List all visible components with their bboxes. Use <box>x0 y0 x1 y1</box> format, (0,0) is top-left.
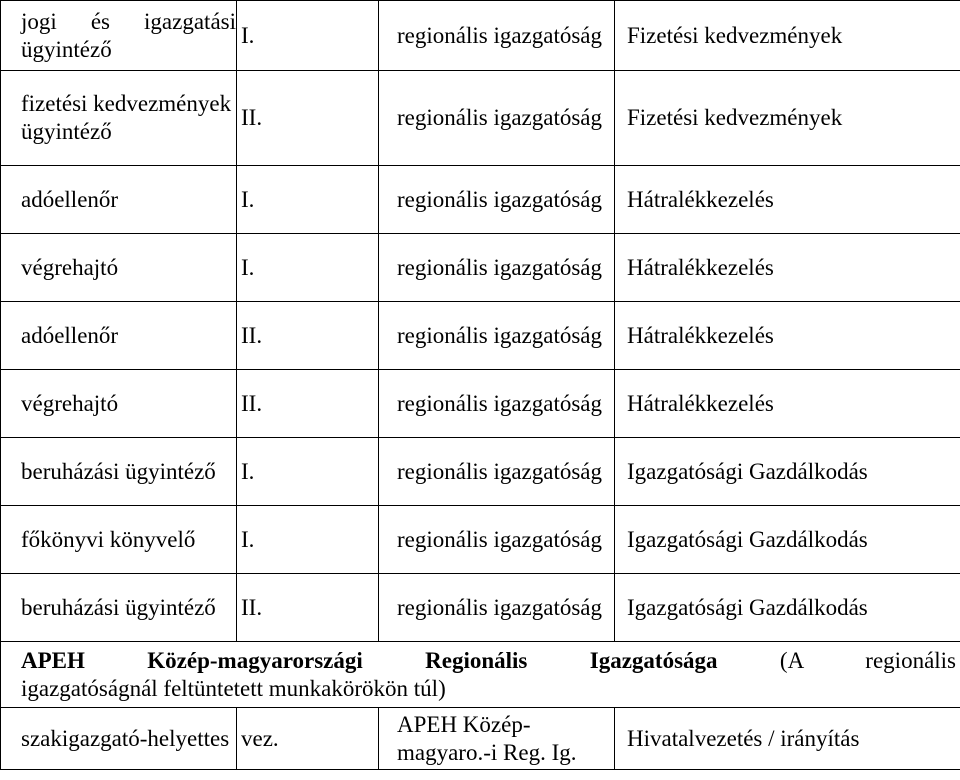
job-title: végrehajtó <box>1 234 237 302</box>
job-level: vez. <box>237 708 379 770</box>
table-row <box>1 1 960 71</box>
job-unit: regionális igazgatóság <box>379 370 615 438</box>
job-level: I. <box>237 234 379 302</box>
job-level: II. <box>237 302 379 370</box>
job-title: jogi és igazgatási ügyintéző <box>1 1 237 71</box>
job-title: adóellenőr <box>1 166 237 234</box>
job-unit: regionális igazgatóság <box>379 506 615 574</box>
job-title: beruházási ügyintéző <box>1 574 237 642</box>
table-row <box>1 506 960 574</box>
job-unit: regionális igazgatóság <box>379 71 615 166</box>
table-row <box>1 166 960 234</box>
section-heading-line1 <box>21 647 956 675</box>
job-unit: regionális igazgatóság <box>379 166 615 234</box>
table-row <box>1 574 960 642</box>
job-title: végrehajtó <box>1 370 237 438</box>
job-level: II. <box>237 574 379 642</box>
table-row <box>1 234 960 302</box>
job-unit: regionális igazgatóság <box>379 438 615 506</box>
table-row <box>1 438 960 506</box>
section-heading-row <box>1 642 960 708</box>
job-level: I. <box>237 438 379 506</box>
job-title: szakigazgató-helyettes <box>1 708 237 770</box>
job-area: Hátralékkezelés <box>615 166 960 234</box>
job-unit: regionális igazgatóság <box>379 302 615 370</box>
job-level: I. <box>237 1 379 71</box>
job-unit: regionális igazgatóság <box>379 234 615 302</box>
job-title: adóellenőr <box>1 302 237 370</box>
job-unit: regionális igazgatóság <box>379 1 615 71</box>
job-title: főkönyvi könyvelő <box>1 506 237 574</box>
job-unit: APEH Közép-magyaro.-i Reg. Ig. <box>379 708 615 770</box>
job-level: II. <box>237 370 379 438</box>
job-area: Hivatalvezetés / irányítás <box>615 708 960 770</box>
job-title: beruházási ügyintéző <box>1 438 237 506</box>
job-area: Hátralékkezelés <box>615 234 960 302</box>
job-title: fizetési kedvezmények ügyintéző <box>1 71 237 166</box>
section-heading-rest: (A regionális <box>717 647 957 673</box>
job-area: Fizetési kedvezmények <box>615 1 960 71</box>
job-area: Igazgatósági Gazdálkodás <box>615 506 960 574</box>
job-level: I. <box>237 166 379 234</box>
job-area: Igazgatósági Gazdálkodás <box>615 438 960 506</box>
table-row <box>1 71 960 166</box>
job-unit: regionális igazgatóság <box>379 574 615 642</box>
section-heading <box>1 642 960 708</box>
job-area: Fizetési kedvezmények <box>615 71 960 166</box>
job-level: II. <box>237 71 379 166</box>
section-heading-line2: igazgatóságnál feltüntetett munkakörökön túl) <box>21 675 446 701</box>
section-heading-bold: APEH Közép-magyarországi Regionális Igazgatósága <box>21 647 718 673</box>
job-area: Hátralékkezelés <box>615 302 960 370</box>
job-level: I. <box>237 506 379 574</box>
job-area: Igazgatósági Gazdálkodás <box>615 574 960 642</box>
job-area: Hátralékkezelés <box>615 370 960 438</box>
table-row <box>1 370 960 438</box>
table-row <box>1 302 960 370</box>
table-row <box>1 708 960 770</box>
